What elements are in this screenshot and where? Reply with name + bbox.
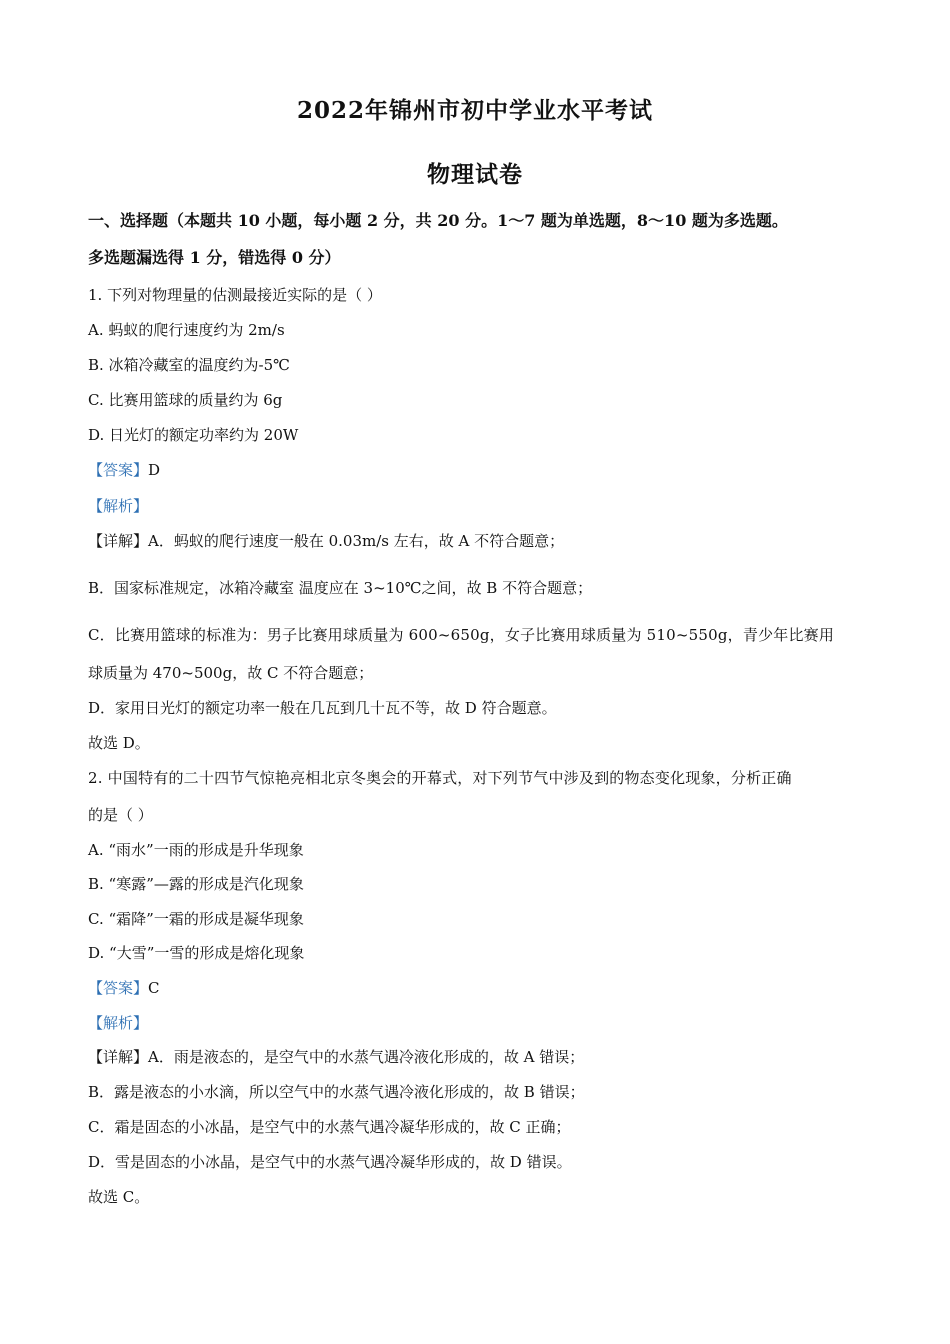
- exam-subtitle: 物理试卷: [427, 161, 523, 188]
- question-1-stem: 1. 下列对物理量的估测最接近实际的是（ ）: [88, 286, 382, 304]
- question-1-detail-line3: C．比赛用篮球的标准为：男子比赛用球质量为 600~650g，女子比赛用球质量为 510~550g，青少年比赛用: [88, 626, 835, 644]
- question-1-detail-line2: B．国家标准规定，冰箱冷藏室 温度应在 3~10℃之间，故 B 不符合题意；: [88, 579, 593, 597]
- question-1-conclusion: 故选 D。: [88, 734, 150, 752]
- question-2-option-c: C. “霜降”一霜的形成是凝华现象: [88, 910, 304, 928]
- question-2-option-a: A. “雨水”一雨的形成是升华现象: [88, 841, 304, 859]
- question-1-option-d: D. 日光灯的额定功率约为 20W: [88, 426, 299, 444]
- section-heading-line1: 一、选择题（本题共 10 小题，每小题 2 分，共 20 分。1～7 题为单选题，8～10 题为多选题。: [88, 211, 788, 230]
- answer-label: 【答案】: [88, 461, 149, 479]
- detail-text: A．蚂蚁的爬行速度一般在 0.03m/s 左右，故 A 不符合题意；: [148, 532, 565, 550]
- question-2-answer: [88, 978, 160, 998]
- question-1-answer: [88, 460, 160, 480]
- question-1-option-a: A. 蚂蚁的爬行速度约为 2m/s: [88, 321, 285, 339]
- detail-label: 【详解】: [88, 1048, 149, 1066]
- question-1-option-c: C. 比赛用篮球的质量约为 6g: [88, 391, 283, 409]
- detail-text: A．雨是液态的，是空气中的水蒸气遇冷液化形成的，故 A 错误；: [148, 1048, 585, 1066]
- question-2-detail-line4: D．雪是固态的小冰晶，是空气中的水蒸气遇冷凝华形成的，故 D 错误。: [88, 1153, 572, 1171]
- question-2-stem-line2: 的是（ ）: [88, 806, 153, 824]
- exam-title: 2022年锦州市初中学业水平考试: [296, 97, 653, 124]
- answer-value: C: [148, 979, 160, 997]
- question-1-detail-line5: D．家用日光灯的额定功率一般在几瓦到几十瓦不等，故 D 符合题意。: [88, 699, 557, 717]
- question-1-detail-line4: 球质量为 470~500g，故 C 不符合题意；: [88, 664, 374, 682]
- question-2-detail-line1: [88, 1047, 584, 1067]
- section-heading-line2: 多选题漏选得 1 分，错选得 0 分）: [88, 248, 341, 267]
- question-2-option-d: D. “大雪”一雪的形成是熔化现象: [88, 944, 305, 962]
- question-1-detail-line1: [88, 531, 564, 551]
- question-1-analysis-label: 【解析】: [88, 497, 149, 515]
- question-2-option-b: B. “寒露”—露的形成是汽化现象: [88, 875, 304, 893]
- question-2-stem-line1: 2. 中国特有的二十四节气惊艳亮相北京冬奥会的开幕式，对下列节气中涉及到的物态变化现象，分析正确: [88, 769, 792, 787]
- answer-value: D: [148, 461, 161, 479]
- question-1-option-b: B. 冰箱冷藏室的温度约为-5℃: [88, 356, 290, 374]
- detail-label: 【详解】: [88, 532, 149, 550]
- question-2-detail-line2: B．露是液态的小水滴，所以空气中的水蒸气遇冷液化形成的，故 B 错误；: [88, 1083, 585, 1101]
- question-2-detail-line3: C．霜是固态的小冰晶，是空气中的水蒸气遇冷凝华形成的，故 C 正确；: [88, 1118, 571, 1136]
- question-2-conclusion: 故选 C。: [88, 1188, 150, 1206]
- question-2-analysis-label: 【解析】: [88, 1014, 149, 1032]
- answer-label: 【答案】: [88, 979, 149, 997]
